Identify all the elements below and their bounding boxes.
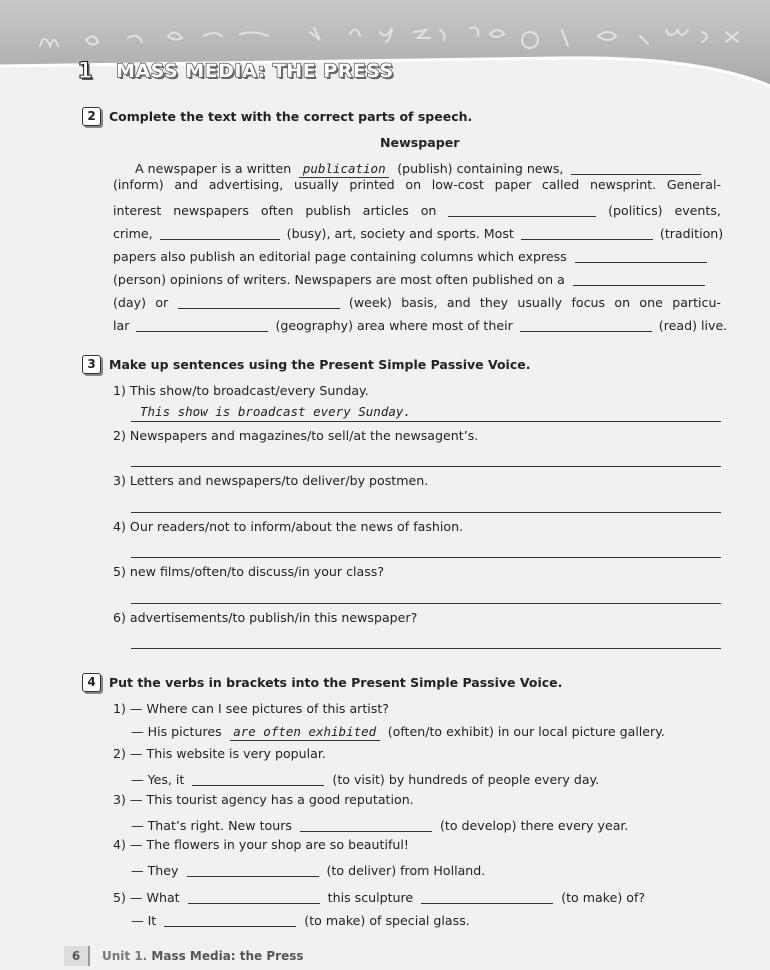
answer-line[interactable] [131,466,721,467]
exercise-3-header [82,355,530,374]
example-answer: This show is broadcast every Sunday. [140,404,411,419]
ex4-question-1: 1) — Where can I see pictures of this artist? [113,701,389,716]
answer-blank[interactable] [573,271,705,286]
exercise-number: 4 [82,673,101,692]
exercise-number: 3 [82,355,101,374]
ex3-item-5: 5) new films/often/to discuss/in your class? [113,564,385,579]
answer-blank[interactable] [164,912,296,927]
answer-line[interactable] [131,512,721,513]
answer-blank[interactable] [136,317,268,332]
ex4-question-2: 2) — This website is very popular. [113,746,326,761]
ex3-item-6: 6) advertisements/to publish/in this newspaper? [113,610,418,625]
exercise-number: 2 [82,107,101,126]
ex4-answer-2: — Yes, it (to visit) by hundreds of people every day. [131,772,600,787]
exercise-instruction: Make up sentences using the Present Simple Passive Voice. [109,357,531,372]
ex2-line-8: lar (geography) area where most of their (read) live. [113,318,728,333]
ex2-line-2: (inform) and advertising, usually printed on low-cost paper called newsprint. General- [113,177,721,192]
answer-blank[interactable]: publication [299,163,389,178]
ex4-question-5: 5) — What this sculpture (to make) of? [113,890,646,905]
answer-blank[interactable] [192,771,324,786]
ex2-line-3: interest newspapers often publish articles on (politics) events, [113,203,721,218]
answer-blank[interactable] [187,862,319,877]
exercise-instruction: Put the verbs in brackets into the Present Simple Passive Voice. [109,675,563,690]
answer-blank[interactable] [178,294,340,309]
ex2-line-4: crime, (busy), art, society and sports. Most (tradition) [113,226,724,241]
footer-unit-name: Mass Media: the Press [151,949,304,963]
exercise-instruction: Complete the text with the correct parts of speech. [109,109,473,124]
footer-unit-label: Unit 1. [102,949,148,963]
answer-line[interactable] [131,557,721,558]
ex3-item-2: 2) Newspapers and magazines/to sell/at the newsagent’s. [113,428,479,443]
answer-blank[interactable] [188,889,320,904]
ex4-answer-4: — They (to deliver) from Holland. [131,863,486,878]
answer-line[interactable] [131,603,721,604]
answer-blank[interactable] [300,817,432,832]
ex3-item-1: 1) This show/to broadcast/every Sunday. [113,383,369,398]
ex3-item-4: 4) Our readers/not to inform/about the news of fashion. [113,519,464,534]
ex4-answer-1: — His pictures are often exhibited (often/to exhibit) in our local picture gallery. [131,724,665,739]
answer-line[interactable] [131,421,721,422]
ex4-answer-5: — It (to make) of special glass. [131,913,470,928]
text-heading: Newspaper [380,135,460,150]
ex4-answer-3: — That’s right. New tours (to develop) there every year. [131,818,629,833]
answer-blank[interactable] [571,160,701,175]
answer-blank[interactable] [521,225,653,240]
unit-banner [0,0,770,100]
answer-line[interactable] [131,648,721,649]
ex4-question-4: 4) — The flowers in your shop are so beautiful! [113,837,409,852]
exercise-4-header [82,673,562,692]
ex2-line-5: papers also publish an editorial page containing columns which express [113,246,707,264]
page-footer [64,946,304,966]
answer-blank[interactable] [448,202,596,217]
page-number: 6 [64,946,90,966]
answer-blank[interactable] [520,317,652,332]
ex2-line-1: A newspaper is a written publication (publish) containing news, [135,158,701,176]
answer-blank[interactable] [421,889,553,904]
ex2-line-6: (person) opinions of writers. Newspapers are most often published on a [113,269,705,287]
unit-title: MASS MEDIA: THE PRESS [116,60,394,82]
ex3-item-3: 3) Letters and newspapers/to deliver/by postmen. [113,473,429,488]
answer-blank[interactable] [160,225,280,240]
ex4-question-3: 3) — This tourist agency has a good reputation. [113,792,414,807]
exercise-2-header [82,107,472,126]
answer-blank[interactable] [575,248,707,263]
ex2-line-7: (day) or (week) basis, and they usually focus on one particu- [113,295,721,310]
unit-number: 1 [77,59,93,84]
answer-blank[interactable]: are often exhibited [230,726,380,741]
